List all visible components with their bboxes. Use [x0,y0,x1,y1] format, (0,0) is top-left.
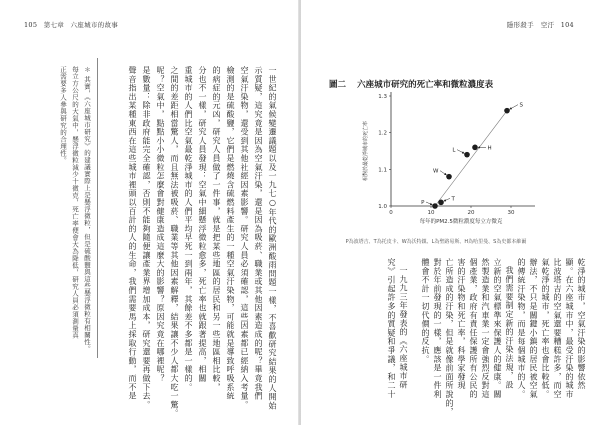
left-text-column: 是數量：除非政府能完全確認，否則不能夠隨便讓產業界增加成本，研究還要再做下去。 [142,66,151,410]
left-text-column: 聲音指出某種東西在這些城市裡頭以百計的人的生命，我們需要馬上採取行動，而不是 [128,66,137,401]
right-text-column: 一九九三年發表的《六座城市研 [399,266,408,390]
scatter-chart [321,84,551,234]
data-point [438,200,444,206]
left-chapter-title: 六座城市的故事 [70,21,119,29]
right-text-column: 究》引起許多的質疑和爭議，和二十 [387,258,396,399]
point-arrow [426,202,432,205]
right-text-column: 害的汙染物和死亡率，科學家發現 [457,258,466,390]
x-tick-label: 20 [467,210,475,216]
right-text-column: 個產業，政府有責任保護所有公民的 [469,258,478,399]
left-text-column: 示質疑，這究竟是因為空氣汙染，還是因為吸菸、職業或其他因素造成的呢？畢竟我們 [254,66,263,401]
y-axis-label: 相對於最乾淨城市的死亡率 [363,120,369,182]
y-tick-label: 1.0 [378,204,387,210]
right-text-column: 立新的空氣標準來保護人的健康。關 [493,258,502,399]
left-text-column: 的病症的元凶，研究人員做了一件事，就是把某些地區的居民和另一些地區相比較， [212,66,221,392]
right-text-column: 顯。在六座城市中，最受汙染的城市 [565,258,574,399]
data-point-label: S [519,102,523,109]
right-text-column: 氣乾淨的城市，死亡率也會比較低。 [541,258,550,399]
left-text-column: 空氣汙染物，還受到其他社經因素影響。研究人員必須確認，這些因素都已經納入考量。 [240,66,249,410]
figure-caption: P為波塔吉、T為托皮卡、W為沃特鎮、L為聖路易斯、H為哈里曼、S為史都本維爾 [345,239,527,245]
data-point [504,108,510,114]
data-point [464,152,470,158]
data-point [432,203,438,209]
data-point-label: L [452,147,456,154]
right-text-column: 的傳統汙染物，而是每個城市的人。 [517,258,526,399]
right-text-column: 辦法，不只是關鍵小鎮的居民被空氣 [529,258,538,399]
right-text-column: 比波塔吉的空氣還要糟糕許多，而空 [553,258,562,399]
right-text-column: 然製造業和汽車業一定會強烈反對這 [481,258,490,399]
data-point-label: P [421,200,425,206]
point-arrow [444,198,450,201]
y-tick-label: 1.1 [378,167,387,174]
right-page-number: 104 [560,21,574,29]
right-text-column: 體會不計一切代價的反抗。 [421,258,430,364]
right-page-header [507,20,578,29]
x-tick-label: 0 [389,210,393,216]
right-text-column: 我們需要制定新的汙染法規，設 [505,266,514,390]
left-page-number: 105 [24,21,38,29]
footnote-line: ＊ 其實，《六座城市研究》的建議實際上是懸浮微粒，但是硫酸鹽與這些懸浮微粒有相關性。 [83,66,91,353]
left-text-column: 檢測的是硫酸鹽，它們是燃燒含硫燃料產生的一種空氣汙染物，可能就是導致呼吸系統 [226,66,235,401]
data-point-label: W [433,168,439,175]
point-arrow [440,171,446,175]
left-text-column: 分也不一樣，研究人員發現：空氣中細懸浮微粒愈多，死亡率也就跟著提高，相關 [198,66,207,383]
right-book-title: 隱形殺手 空汙 [506,21,555,29]
right-text-column: 乾淨的城市，空氣汙染的影響依然 [577,258,586,390]
x-tick-label: 30 [507,210,515,216]
footnote-line: 每立方公尺的大氣中，懸浮微粒減少十微克，死亡率便會大為降低，研究人員必須測量真 [71,66,79,339]
data-point [446,174,452,180]
y-tick-label: 1.3 [378,94,387,100]
footnote-line: 正需要多人參與研究的合理性。 [59,66,67,164]
left-text-column: 重城市的人們比空氣最乾淨城市的人們平均早死一到兩年，其餘差不多都是一樣的。 [184,66,193,392]
data-point-label: H [487,145,492,152]
footnote-divider [97,58,98,358]
figure-number: 圖二 [329,80,347,90]
figure-title-text: 六座城市研究的死亡率和微粒濃度表 [357,80,494,90]
right-text-column: 亡所造成的汙染，但是就像前面所說的， [445,258,454,417]
left-text-column: 之間的差距相當驚人，而且無法被吸菸、職業等其他因素解釋，結果讓不少人都大吃一驚。 [170,66,179,418]
left-page [0,0,299,425]
y-tick-label: 1.2 [378,130,387,137]
data-point [472,145,478,151]
point-arrow [510,105,518,109]
left-page-header [24,20,122,29]
data-point-label: T [451,196,455,203]
left-text-column: 一世紀的氣候變遷議題以及一九七○年代的歐洲酸雨問題一樣，不喜歡研究結果的人開始 [268,66,277,411]
x-tick-label: 10 [427,210,435,216]
left-text-column: 呢？空氣中，點點小小微粒怎麼會對健康造成這麼大的影響？原因究竟在哪裡呢？ [156,66,165,383]
point-arrow [457,150,464,154]
right-text-column: 對於年前發現的一樣，應該是一件利 [433,258,442,399]
trend-line [435,111,507,206]
right-page [301,0,600,425]
left-chapter-label: 第七章 [43,21,65,29]
x-axis-label: 每年的PM2.5微粒濃度每立方微克 [419,219,503,225]
